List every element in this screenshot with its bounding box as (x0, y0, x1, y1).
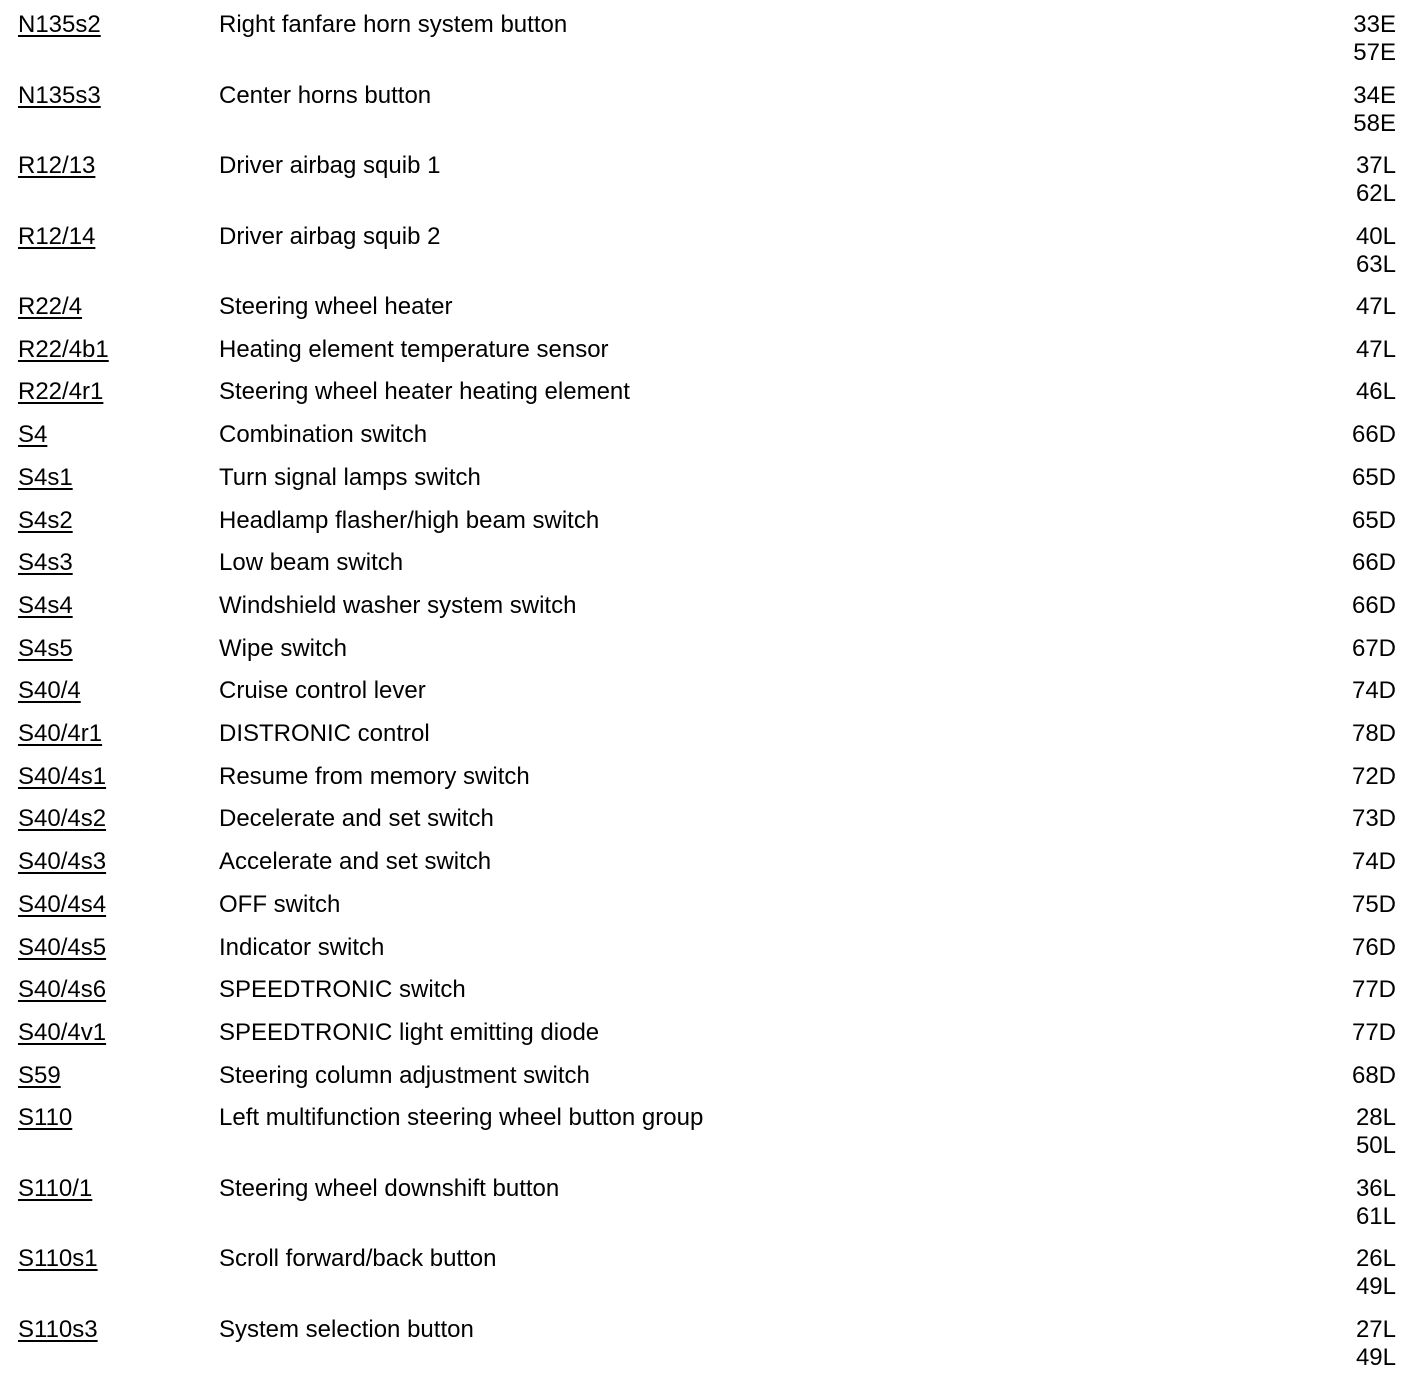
component-code-link[interactable]: S110 (18, 1104, 73, 1132)
component-code-link[interactable]: R22/4 (18, 293, 83, 320)
component-code-link[interactable]: S4s4 (18, 591, 73, 619)
grid-reference: 33E (1353, 11, 1396, 38)
component-description: Decelerate and set switch (219, 805, 494, 833)
component-code-link[interactable]: S4s5 (18, 634, 73, 662)
grid-reference-list (1352, 549, 1396, 577)
component-description: Right fanfare horn system button (219, 11, 568, 38)
grid-reference: 66D (1351, 549, 1396, 577)
component-description: Accelerate and set switch (219, 848, 492, 876)
grid-reference: 28L (1355, 1104, 1396, 1132)
grid-reference: 66D (1351, 591, 1396, 619)
grid-reference: 67D (1351, 634, 1396, 662)
component-description: Steering column adjustment switch (219, 1061, 590, 1089)
grid-reference: 57E (1353, 39, 1396, 66)
grid-reference: 47L (1355, 335, 1396, 363)
grid-reference: 65D (1351, 463, 1396, 491)
grid-reference: 74D (1351, 677, 1396, 705)
grid-reference: 58E (1353, 109, 1396, 137)
grid-reference-list (1352, 976, 1396, 1004)
component-code-link[interactable]: S4s3 (18, 549, 73, 577)
component-description: Combination switch (219, 421, 428, 449)
grid-reference-list (1352, 464, 1396, 492)
component-description: DISTRONIC control (219, 720, 430, 747)
component-code-link[interactable]: S59 (18, 1061, 61, 1089)
component-code-link[interactable]: S110s3 (18, 1315, 98, 1343)
grid-reference-list (1356, 336, 1396, 364)
grid-reference-list (1352, 507, 1396, 535)
grid-reference: 36L (1355, 1174, 1396, 1202)
grid-reference: 34E (1353, 81, 1396, 109)
grid-reference-list (1353, 82, 1396, 138)
grid-reference-list (1356, 1104, 1396, 1160)
grid-reference: 26L (1355, 1245, 1396, 1273)
component-description: System selection button (219, 1315, 474, 1343)
grid-reference-list (1356, 1245, 1396, 1301)
component-description: Headlamp flasher/high beam switch (219, 506, 600, 534)
grid-reference-list (1352, 805, 1396, 833)
component-description: Steering wheel heater (219, 293, 453, 320)
component-description: Driver airbag squib 2 (219, 222, 441, 250)
component-description: Steering wheel downshift button (219, 1174, 560, 1202)
component-code-link[interactable]: N135s3 (18, 81, 101, 109)
grid-reference: 65D (1351, 506, 1396, 534)
grid-reference-list (1352, 891, 1396, 919)
component-code-link[interactable]: S40/4s1 (18, 762, 107, 790)
component-description: SPEEDTRONIC light emitting diode (219, 1018, 600, 1046)
component-code-link[interactable]: R22/4r1 (18, 378, 104, 406)
grid-reference-list (1353, 11, 1396, 67)
component-description: Heating element temperature sensor (219, 335, 609, 363)
grid-reference-list (1356, 378, 1396, 406)
grid-reference: 66D (1351, 421, 1396, 449)
grid-reference-list (1352, 1062, 1396, 1090)
grid-reference-list (1352, 763, 1396, 791)
grid-reference: 78D (1351, 720, 1396, 747)
grid-reference: 49L (1355, 1273, 1396, 1301)
grid-reference-list (1356, 293, 1396, 321)
component-code-link[interactable]: S40/4 (18, 677, 81, 705)
component-code-link[interactable]: R12/13 (18, 152, 96, 179)
grid-reference: 68D (1351, 1061, 1396, 1089)
component-code-link[interactable]: S110/1 (18, 1174, 93, 1202)
grid-reference-list (1356, 152, 1396, 208)
component-code-link[interactable]: S40/4s4 (18, 890, 107, 918)
grid-reference: 40L (1355, 222, 1396, 250)
component-description: SPEEDTRONIC switch (219, 976, 466, 1004)
component-code-link[interactable]: S40/4s2 (18, 805, 107, 833)
component-code-link[interactable]: S110s1 (18, 1245, 98, 1273)
component-code-link[interactable]: R22/4b1 (18, 335, 109, 363)
component-description: Driver airbag squib 1 (219, 152, 441, 179)
component-description: Scroll forward/back button (219, 1245, 497, 1273)
grid-reference: 74D (1351, 848, 1396, 876)
component-description: Center horns button (219, 81, 432, 109)
component-code-link[interactable]: S40/4r1 (18, 720, 103, 747)
component-code-link[interactable]: S40/4s3 (18, 848, 107, 876)
grid-reference: 62L (1355, 180, 1396, 207)
grid-reference-list (1352, 934, 1396, 962)
grid-reference-list (1356, 223, 1396, 279)
component-description: Resume from memory switch (219, 762, 530, 790)
grid-reference-list (1352, 677, 1396, 705)
component-code-link[interactable]: R12/14 (18, 222, 96, 250)
component-description: Cruise control lever (219, 677, 426, 705)
grid-reference: 49L (1355, 1343, 1396, 1371)
grid-reference-list (1352, 720, 1396, 748)
grid-reference-list (1352, 1019, 1396, 1047)
component-description: Low beam switch (219, 549, 404, 577)
component-description: Indicator switch (219, 933, 385, 961)
component-description: Left multifunction steering wheel button group (219, 1104, 704, 1132)
grid-reference: 77D (1351, 976, 1396, 1004)
component-description: Turn signal lamps switch (219, 463, 481, 491)
component-code-link[interactable]: S4s2 (18, 506, 73, 534)
grid-reference-list (1352, 635, 1396, 663)
component-description: OFF switch (219, 890, 341, 918)
component-code-link[interactable]: N135s2 (18, 11, 101, 38)
grid-reference: 46L (1355, 378, 1396, 406)
component-code-link[interactable]: S4 (18, 421, 48, 449)
component-code-link[interactable]: S40/4s5 (18, 933, 107, 961)
grid-reference: 27L (1355, 1315, 1396, 1343)
grid-reference: 73D (1351, 805, 1396, 833)
component-code-link[interactable]: S4s1 (18, 463, 73, 491)
grid-reference-list (1356, 1175, 1396, 1231)
grid-reference-list (1352, 848, 1396, 876)
grid-reference: 75D (1351, 890, 1396, 918)
grid-reference-list (1352, 421, 1396, 449)
component-code-link[interactable]: S40/4s6 (18, 976, 107, 1004)
component-description: Windshield washer system switch (219, 591, 577, 619)
component-description: Steering wheel heater heating element (219, 378, 630, 406)
component-code-link[interactable]: S40/4v1 (18, 1018, 107, 1046)
grid-reference: 63L (1355, 250, 1396, 278)
grid-reference: 37L (1355, 152, 1396, 179)
grid-reference-list (1356, 1316, 1396, 1372)
grid-reference-list (1352, 592, 1396, 620)
grid-reference: 47L (1355, 293, 1396, 320)
grid-reference: 61L (1355, 1202, 1396, 1230)
grid-reference: 50L (1355, 1132, 1396, 1160)
grid-reference: 77D (1351, 1018, 1396, 1046)
grid-reference: 76D (1351, 933, 1396, 961)
component-description: Wipe switch (219, 634, 348, 662)
grid-reference: 72D (1351, 762, 1396, 790)
